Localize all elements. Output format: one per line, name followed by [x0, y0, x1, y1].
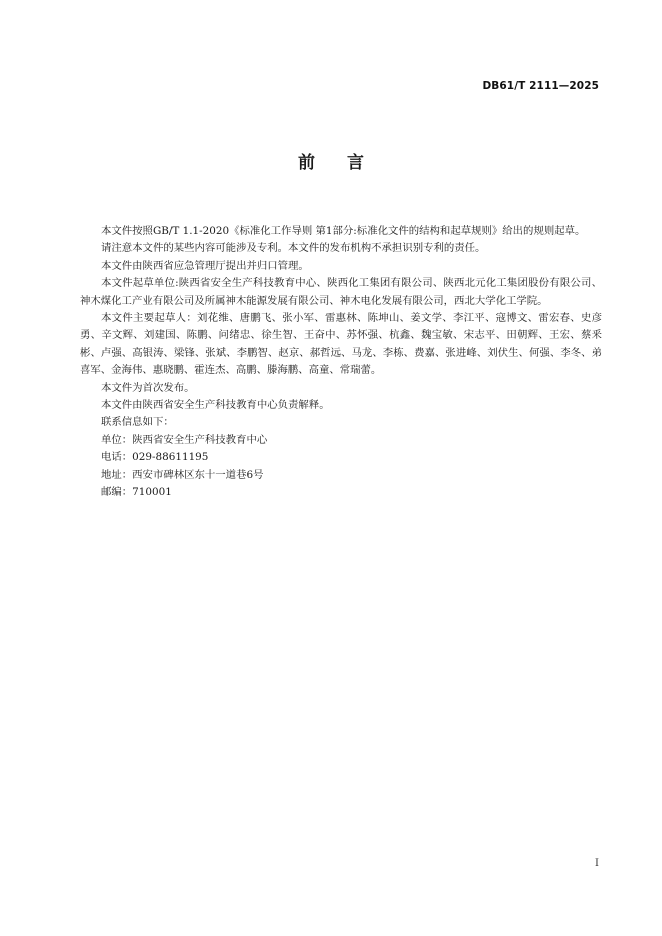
page-number: I: [595, 858, 599, 869]
paragraph-first-release: 本文件为首次发布。: [101, 381, 195, 394]
paragraph-drafting-units: 本文件起草单位:陕西省安全生产科技教育中心、陕西化工集团有限公司、陕西北元化工集团股份有限公司、神木煤化工产业有限公司及所属神木能源发展有限公司、神木电化发展有限公司，西北大学化工学院。: [80, 277, 602, 307]
paragraph-contact-heading: 联系信息如下：: [101, 416, 174, 429]
paragraph-drafting-rules: 本文件按照GB/T 1.1-2020《标准化工作导则 第1部分:标准化文件的结构和起草规则》给出的规则起草。: [101, 225, 586, 237]
contact-postcode: 邮编：710001: [101, 486, 172, 499]
page-title: 前言: [298, 153, 396, 173]
contact-address: 地址：西安市碑林区东十一道巷6号: [101, 468, 264, 481]
paragraph-patent-notice: 请注意本文件的某些内容可能涉及专利。本文件的发布机构不承担识别专利的责任。: [101, 242, 486, 255]
document-code: DB61/T 2111—2025: [482, 80, 599, 92]
paragraph-proposer: 本文件由陕西省应急管理厅提出并归口管理。: [101, 259, 309, 272]
contact-unit: 单位：陕西省安全生产科技教育中心: [101, 433, 268, 446]
paragraph-drafters: 本文件主要起草人：刘花维、唐鹏飞、张小军、雷惠林、陈坤山、姜文学、李江平、寇博文、雷宏春、史彦勇、辛文辉、刘建国、陈鹏、问绪忠、徐生智、王奋中、苏怀强、杭鑫、魏宝敏、宋志平、田朝辉、王宏、蔡釆彬、卢强、高银涛、梁锋、张斌、李鹏智、赵京、郝哲远、马龙、李栋、费嘉、张进峰、刘伏生、何强、李冬、弟喜军、金海伟、惠晓鹏、霍连杰、高鹏、滕海鹏、高童、常瑞蕾。: [80, 312, 602, 377]
paragraph-interpretation: 本文件由陕西省安全生产科技教育中心负责解释。: [101, 399, 330, 412]
foreword-body: [80, 223, 602, 502]
contact-phone: 电话：029-88611195: [101, 451, 209, 464]
